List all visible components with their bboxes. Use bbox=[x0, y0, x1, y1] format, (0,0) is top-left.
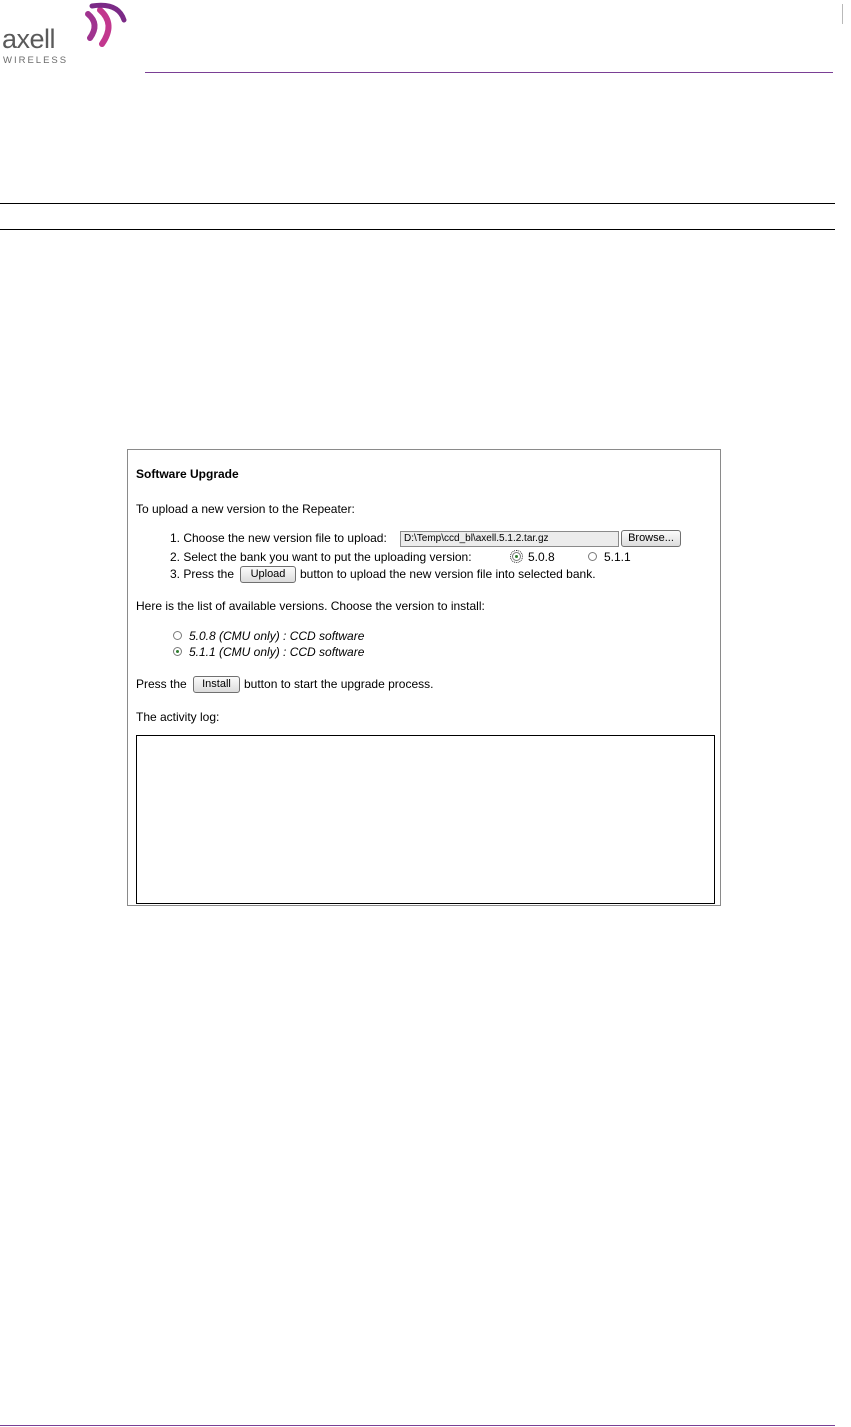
margin-mark bbox=[842, 4, 845, 24]
logo-word: axell bbox=[2, 24, 56, 54]
axell-wireless-logo bbox=[0, 0, 140, 72]
versions-intro: Here is the list of available versions. Choose the version to install: bbox=[136, 599, 485, 613]
activity-log-label: The activity log: bbox=[136, 710, 220, 724]
step3-prefix: 3. Press the bbox=[170, 567, 235, 581]
bank-label-508: 5.0.8 bbox=[528, 550, 555, 564]
version-name: 5.1.1 (CMU only) bbox=[189, 645, 280, 659]
version-label-511 bbox=[189, 645, 364, 659]
install-suffix: button to start the upgrade process. bbox=[244, 677, 434, 691]
step2-label: 2. Select the bank you want to put the uploading version: bbox=[170, 550, 472, 564]
activity-log-textarea[interactable] bbox=[136, 735, 715, 904]
panel-title: Software Upgrade bbox=[136, 467, 239, 481]
bank-label-511: 5.1.1 bbox=[604, 550, 631, 564]
version-desc: : CCD software bbox=[283, 645, 365, 659]
section-rule-top bbox=[0, 203, 835, 204]
header-divider bbox=[145, 72, 833, 73]
software-upgrade-panel bbox=[127, 449, 721, 906]
logo-chevron-icon bbox=[78, 0, 130, 52]
version-label-508 bbox=[189, 629, 364, 643]
footer-divider bbox=[0, 1425, 835, 1426]
install-prefix: Press the bbox=[136, 677, 187, 691]
upload-button[interactable]: Upload bbox=[240, 566, 296, 583]
bank-radio-508[interactable] bbox=[512, 552, 521, 561]
step1-label: 1. Choose the new version file to upload: bbox=[170, 531, 387, 545]
bank-radio-511[interactable] bbox=[588, 552, 597, 561]
file-path-input[interactable]: D:\Temp\ccd_bl\axell.5.1.2.tar.gz bbox=[400, 531, 619, 547]
section-rule-bottom bbox=[0, 229, 835, 230]
install-button[interactable]: Install bbox=[193, 676, 240, 693]
version-name: 5.0.8 (CMU only) bbox=[189, 629, 280, 643]
logo-subtitle: WIRELESS bbox=[3, 55, 69, 66]
upload-intro: To upload a new version to the Repeater: bbox=[136, 502, 355, 516]
browse-button[interactable]: Browse... bbox=[621, 530, 681, 547]
version-radio-511[interactable] bbox=[173, 647, 182, 656]
version-desc: : CCD software bbox=[283, 629, 365, 643]
step3-suffix: button to upload the new version file into selected bank. bbox=[300, 567, 596, 581]
version-radio-508[interactable] bbox=[173, 631, 182, 640]
